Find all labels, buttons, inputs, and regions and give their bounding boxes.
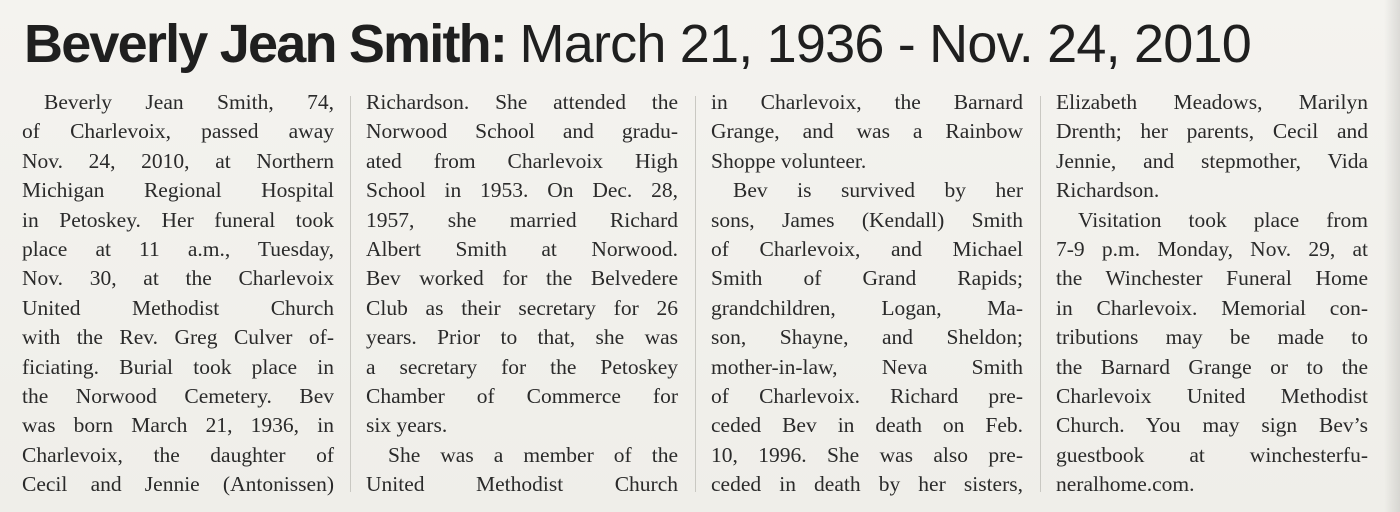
article-column-2 bbox=[366, 88, 678, 498]
text-line: ceded Bev in death on Feb. bbox=[711, 413, 1023, 438]
paragraph bbox=[366, 441, 678, 500]
text-line: years. Prior to that, she was bbox=[366, 325, 678, 350]
text-line: of Charlevoix, and Michael bbox=[711, 237, 1023, 262]
text-line: Shoppe volunteer. bbox=[711, 148, 867, 173]
text-line: 10, 1996. She was also pre- bbox=[711, 442, 1023, 467]
headline-dates: March 21, 1936 - Nov. 24, 2010 bbox=[519, 14, 1251, 74]
paragraph bbox=[711, 176, 1023, 499]
text-line: place at 11 a.m., Tuesday, bbox=[22, 237, 334, 262]
text-line: tributions may be made to bbox=[1056, 325, 1368, 350]
text-line: Chamber of Commerce for bbox=[366, 384, 678, 409]
text-line: ceded in death by her sisters, bbox=[711, 472, 1023, 497]
text-line: grandchildren, Logan, Ma- bbox=[711, 295, 1023, 320]
text-line: She was a member of the bbox=[388, 442, 678, 467]
text-line: Smith of Grand Rapids; bbox=[711, 266, 1023, 291]
text-line: Bev is survived by her bbox=[733, 178, 1023, 203]
text-line: Norwood School and gradu- bbox=[366, 119, 678, 144]
text-line: in Charlevoix. Memorial con- bbox=[1056, 295, 1368, 320]
obituary-headline bbox=[24, 6, 1384, 82]
column-divider bbox=[350, 96, 351, 492]
text-line: neralhome.com. bbox=[1056, 472, 1195, 497]
column-divider bbox=[1040, 96, 1041, 492]
text-line: Cecil and Jennie (Antonissen) bbox=[22, 472, 334, 497]
text-line: Church. You may sign Bev’s bbox=[1056, 413, 1368, 438]
paragraph bbox=[1056, 206, 1368, 500]
text-line: Elizabeth Meadows, Marilyn bbox=[1056, 90, 1368, 114]
article-column-1 bbox=[22, 88, 334, 498]
text-line: Michigan Regional Hospital bbox=[22, 178, 334, 203]
text-line: of Charlevoix. Richard pre- bbox=[711, 384, 1023, 409]
text-line: Charlevoix United Methodist bbox=[1056, 384, 1368, 409]
text-line: the Winchester Funeral Home bbox=[1056, 266, 1368, 291]
text-line: of Charlevoix, passed away bbox=[22, 119, 334, 144]
text-line: the Norwood Cemetery. Bev bbox=[22, 384, 334, 409]
text-line: a secretary for the Petoskey bbox=[366, 354, 678, 379]
text-line: Albert Smith at Norwood. bbox=[366, 237, 678, 262]
text-line: with the Rev. Greg Culver of- bbox=[22, 325, 334, 350]
text-line: Nov. 24, 2010, at Northern bbox=[22, 148, 334, 173]
text-line: 7-9 p.m. Monday, Nov. 29, at bbox=[1056, 237, 1368, 262]
text-line: guestbook at winchesterfu- bbox=[1056, 442, 1368, 467]
text-line: United Methodist Church bbox=[22, 295, 334, 320]
paper-edge-shadow bbox=[1384, 0, 1400, 512]
article-column-3 bbox=[711, 88, 1023, 498]
text-line: sons, James (Kendall) Smith bbox=[711, 207, 1023, 232]
headline-name: Beverly Jean Smith: bbox=[24, 14, 507, 74]
text-line: United Methodist Church bbox=[366, 472, 678, 497]
text-line: Charlevoix, the daughter of bbox=[22, 442, 334, 467]
paragraph bbox=[711, 88, 1023, 176]
text-line: ated from Charlevoix High bbox=[366, 148, 678, 173]
text-line: Jennie, and stepmother, Vida bbox=[1056, 148, 1368, 173]
paragraph bbox=[366, 88, 678, 441]
text-line: was born March 21, 1936, in bbox=[22, 413, 334, 438]
text-line: son, Shayne, and Sheldon; bbox=[711, 325, 1023, 350]
text-line: Grange, and was a Rainbow bbox=[711, 119, 1023, 144]
column-divider bbox=[695, 96, 696, 492]
text-line: Nov. 30, at the Charlevoix bbox=[22, 266, 334, 291]
text-line: 1957, she married Richard bbox=[366, 207, 678, 232]
text-line: Beverly Jean Smith, 74, bbox=[44, 90, 334, 114]
text-line: Club as their secretary for 26 bbox=[366, 295, 678, 320]
text-line: School in 1953. On Dec. 28, bbox=[366, 178, 678, 203]
text-line: Visitation took place from bbox=[1078, 207, 1368, 232]
text-line: mother-in-law, Neva Smith bbox=[711, 354, 1023, 379]
article-column-4 bbox=[1056, 88, 1368, 498]
text-line: in Charlevoix, the Barnard bbox=[711, 90, 1023, 114]
text-line: Bev worked for the Belvedere bbox=[366, 266, 678, 291]
text-line: Drenth; her parents, Cecil and bbox=[1056, 119, 1368, 144]
text-line: six years. bbox=[366, 413, 448, 438]
text-line: the Barnard Grange or to the bbox=[1056, 354, 1368, 379]
text-line: Richardson. bbox=[1056, 178, 1160, 203]
paragraph bbox=[1056, 88, 1368, 206]
text-line: Richardson. She attended the bbox=[366, 90, 678, 114]
text-line: ficiating. Burial took place in bbox=[22, 354, 334, 379]
text-line: in Petoskey. Her funeral took bbox=[22, 207, 334, 232]
paragraph bbox=[22, 88, 334, 500]
